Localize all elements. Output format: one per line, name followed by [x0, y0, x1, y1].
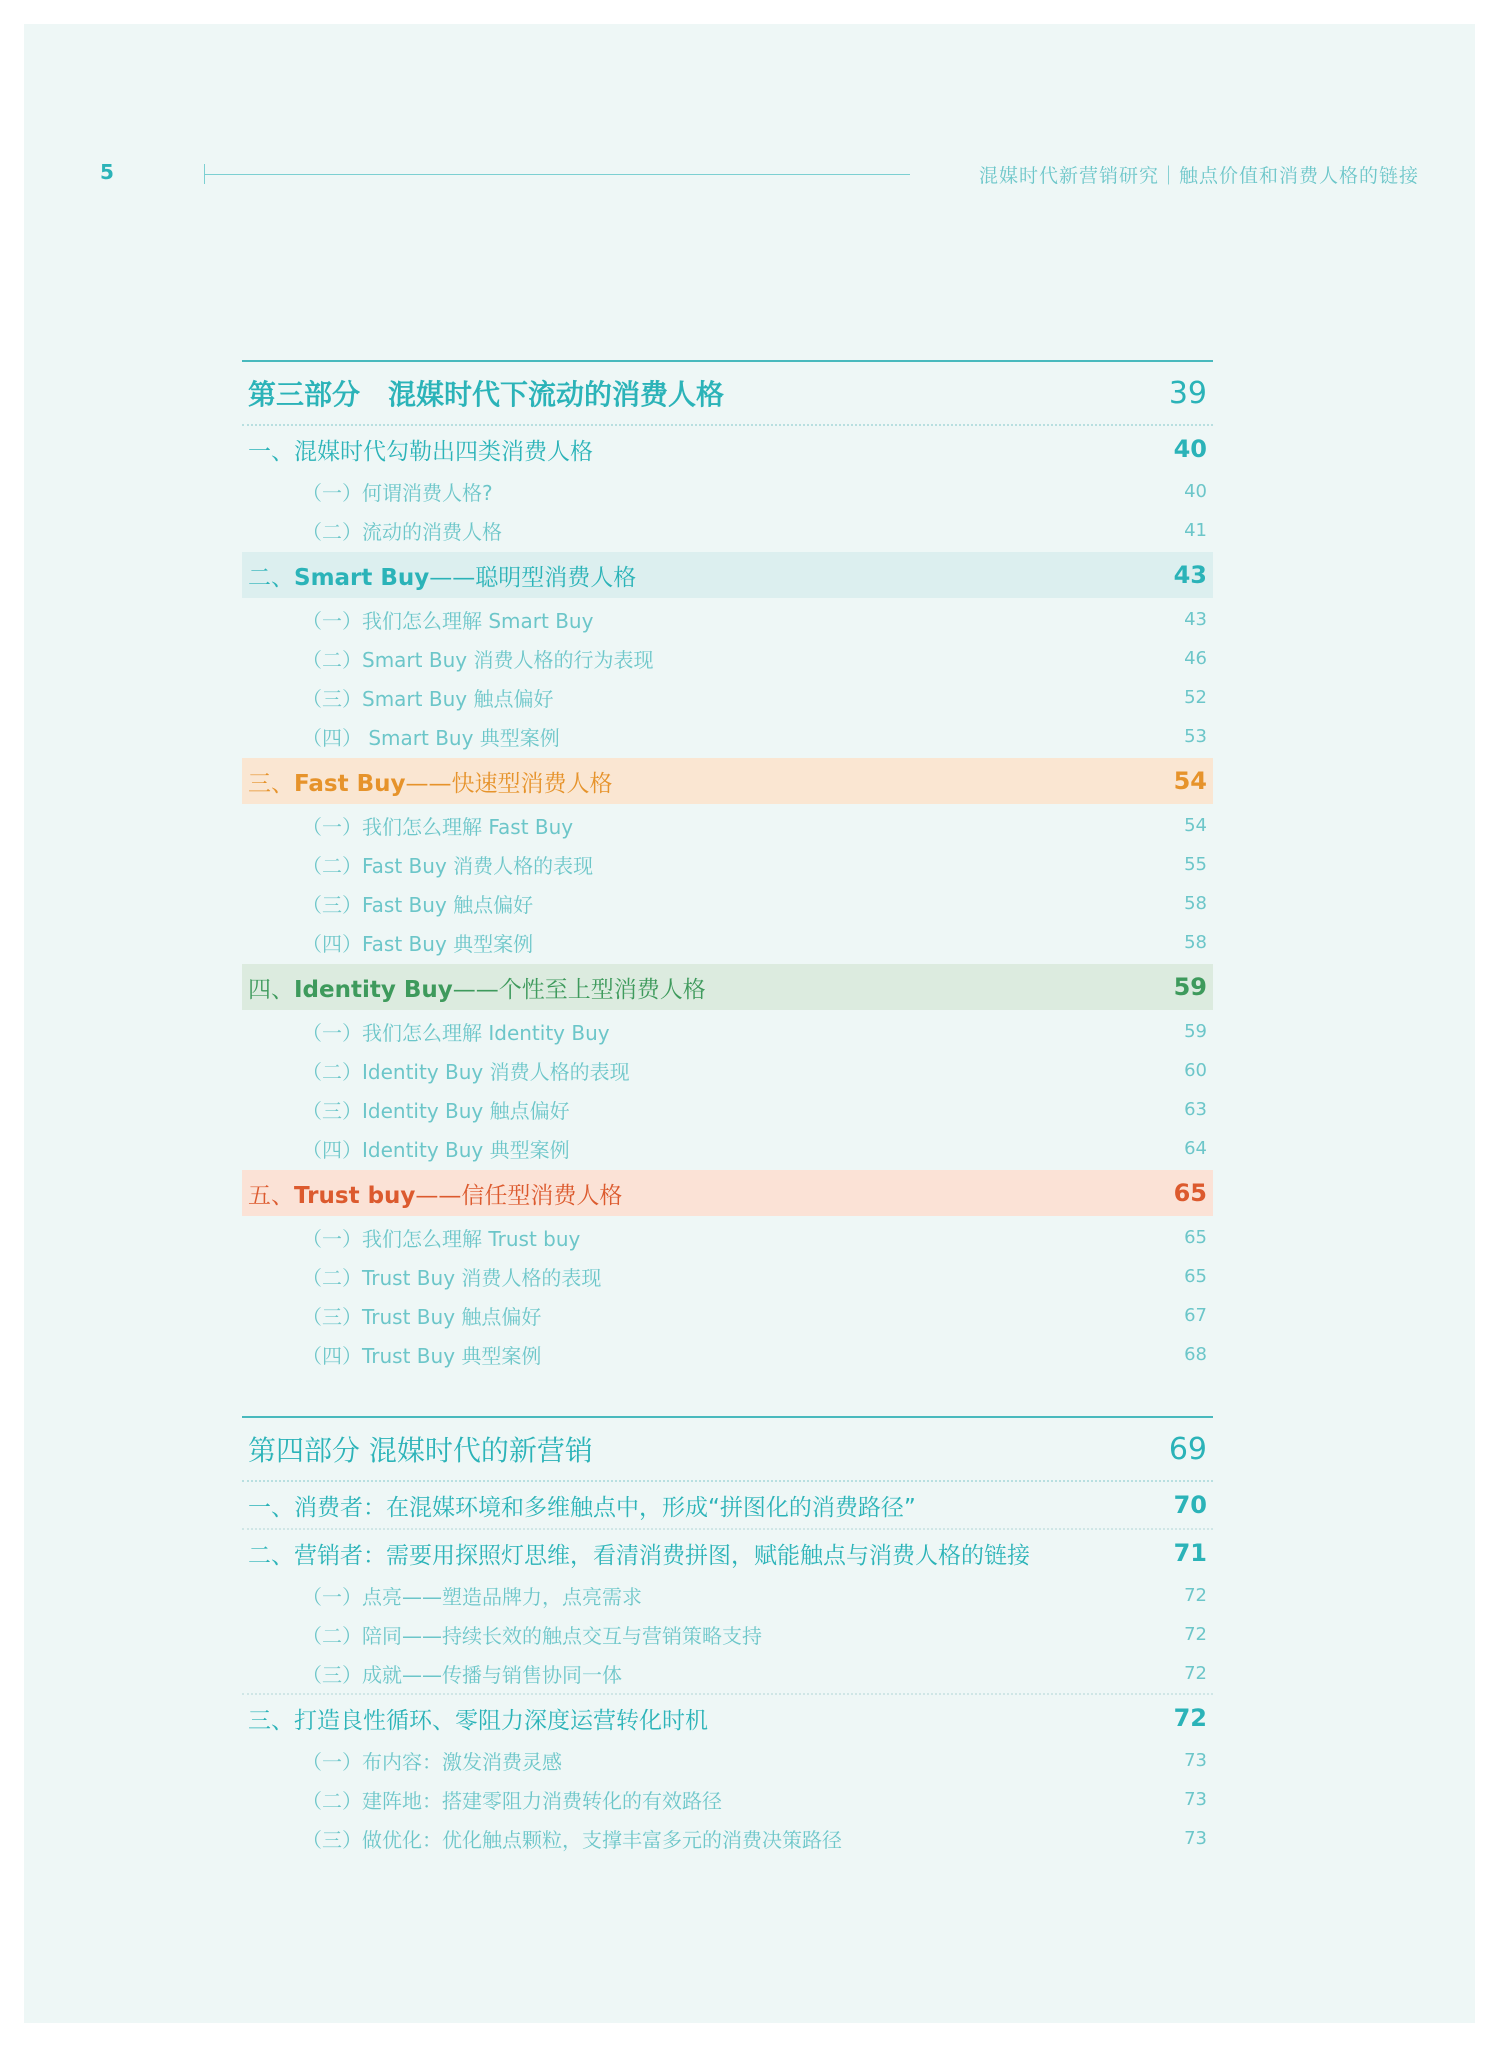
toc-item[interactable] — [242, 1296, 1213, 1335]
toc-page: 43 — [1184, 609, 1207, 630]
toc-page: 40 — [1173, 435, 1207, 463]
toc-page: 67 — [1184, 1305, 1207, 1326]
toc-item[interactable] — [242, 600, 1213, 639]
toc-item[interactable] — [242, 1257, 1213, 1296]
toc-item[interactable] — [242, 1576, 1213, 1615]
toc-section-identity-buy[interactable] — [242, 964, 1213, 1010]
toc-item-title: （二）流动的消费人格 — [302, 520, 502, 544]
toc-page: 73 — [1184, 1750, 1207, 1771]
toc-page: 41 — [1184, 520, 1207, 541]
toc-item[interactable] — [242, 806, 1213, 845]
toc-section[interactable] — [242, 1695, 1213, 1741]
toc-part-4[interactable] — [242, 1416, 1213, 1482]
toc-item[interactable] — [242, 1819, 1213, 1858]
toc-page: 70 — [1173, 1491, 1207, 1519]
toc-page: 54 — [1173, 767, 1207, 795]
toc-page: 59 — [1173, 973, 1207, 1001]
toc-page: 72 — [1184, 1585, 1207, 1606]
toc-item-title: （二）Identity Buy 消费人格的表现 — [302, 1060, 630, 1084]
toc-part-title: 第四部分 混媒时代的新营销 — [248, 1434, 593, 1467]
toc-page: 73 — [1184, 1789, 1207, 1810]
toc-item[interactable] — [242, 511, 1213, 550]
header-rule — [204, 174, 910, 175]
toc-page: 58 — [1184, 893, 1207, 914]
toc-page: 59 — [1184, 1021, 1207, 1042]
toc-section-title: 四、Identity Buy——个性至上型消费人格 — [248, 976, 706, 1003]
toc-item-title: （三）Identity Buy 触点偏好 — [302, 1099, 570, 1123]
toc-page: 68 — [1184, 1344, 1207, 1365]
toc-page: 46 — [1184, 648, 1207, 669]
toc-item-title: （三）Smart Buy 触点偏好 — [302, 687, 554, 711]
toc-page: 43 — [1173, 561, 1207, 589]
toc-item[interactable] — [242, 1012, 1213, 1051]
toc-page: 65 — [1173, 1179, 1207, 1207]
toc-page: 72 — [1184, 1624, 1207, 1645]
toc-page: 64 — [1184, 1138, 1207, 1159]
toc-item-title: （二）Fast Buy 消费人格的表现 — [302, 854, 594, 878]
toc-section[interactable] — [242, 1530, 1213, 1576]
toc-item-title: （一）何谓消费人格? — [302, 481, 493, 505]
toc-item-title: （三）成就——传播与销售协同一体 — [302, 1663, 622, 1687]
toc-item-title: （四）Trust Buy 典型案例 — [302, 1344, 542, 1368]
toc-page: 58 — [1184, 932, 1207, 953]
toc-item-title: （一）我们怎么理解 Smart Buy — [302, 609, 594, 633]
toc-item[interactable] — [242, 1335, 1213, 1374]
toc-part-title: 第三部分 混媒时代下流动的消费人格 — [248, 378, 725, 411]
toc-page: 53 — [1184, 726, 1207, 747]
toc-item[interactable] — [242, 1129, 1213, 1168]
toc-item-title: （一）我们怎么理解 Fast Buy — [302, 815, 574, 839]
toc-section-title: 一、混媒时代勾勒出四类消费人格 — [248, 438, 593, 465]
toc-section-trust-buy[interactable] — [242, 1170, 1213, 1216]
toc-item-title: （三）做优化：优化触点颗粒，支撑丰富多元的消费决策路径 — [302, 1828, 842, 1852]
toc-section-title: 一、消费者：在混媒环境和多维触点中，形成“拼图化的消费路径” — [248, 1494, 916, 1521]
toc-item[interactable] — [242, 1218, 1213, 1257]
toc-item-title: （三）Trust Buy 触点偏好 — [302, 1305, 542, 1329]
toc-section[interactable] — [242, 1482, 1213, 1530]
toc-page: 73 — [1184, 1828, 1207, 1849]
toc-page: 39 — [1168, 375, 1207, 411]
toc-item-title: （四） Smart Buy 典型案例 — [302, 726, 560, 750]
toc-item-title: （四）Identity Buy 典型案例 — [302, 1138, 570, 1162]
toc-page: 65 — [1184, 1266, 1207, 1287]
toc-section-fast-buy[interactable] — [242, 758, 1213, 804]
running-title: 混媒时代新营销研究｜触点价值和消费人格的链接 — [978, 165, 1419, 187]
toc-page: 72 — [1184, 1663, 1207, 1684]
toc-item[interactable] — [242, 1654, 1213, 1695]
toc-item[interactable] — [242, 1615, 1213, 1654]
toc-item-title: （一）我们怎么理解 Trust buy — [302, 1227, 581, 1251]
toc-section[interactable] — [242, 426, 1213, 472]
page-number: 5 — [100, 160, 114, 184]
toc-page: 40 — [1184, 481, 1207, 502]
toc-item[interactable] — [242, 678, 1213, 717]
toc-section-title: 五、Trust buy——信任型消费人格 — [248, 1182, 623, 1209]
toc-section-smart-buy[interactable] — [242, 552, 1213, 598]
toc-page: 60 — [1184, 1060, 1207, 1081]
toc-page: 63 — [1184, 1099, 1207, 1120]
toc-item[interactable] — [242, 923, 1213, 962]
toc-item-title: （一）点亮——塑造品牌力，点亮需求 — [302, 1585, 642, 1609]
toc-item-title: （一）布内容：激发消费灵感 — [302, 1750, 562, 1774]
toc-item-title: （二）陪同——持续长效的触点交互与营销策略支持 — [302, 1624, 762, 1648]
toc-section-title: 二、Smart Buy——聪明型消费人格 — [248, 564, 637, 591]
toc-page: 54 — [1184, 815, 1207, 836]
toc-item[interactable] — [242, 639, 1213, 678]
toc-item-title: （二）Smart Buy 消费人格的行为表现 — [302, 648, 654, 672]
toc-section-title: 三、Fast Buy——快速型消费人格 — [248, 770, 613, 797]
table-of-contents — [242, 360, 1213, 1858]
toc-page: 55 — [1184, 854, 1207, 875]
toc-item-title: （三）Fast Buy 触点偏好 — [302, 893, 534, 917]
toc-page: 71 — [1173, 1539, 1207, 1567]
toc-item[interactable] — [242, 472, 1213, 511]
toc-item[interactable] — [242, 1741, 1213, 1780]
document-page — [24, 24, 1475, 2023]
toc-item-title: （二）建阵地：搭建零阻力消费转化的有效路径 — [302, 1789, 722, 1813]
toc-item[interactable] — [242, 717, 1213, 756]
toc-section-title: 二、营销者：需要用探照灯思维，看清消费拼图，赋能触点与消费人格的链接 — [248, 1542, 1030, 1569]
toc-item[interactable] — [242, 884, 1213, 923]
toc-page: 69 — [1168, 1431, 1207, 1467]
toc-item-title: （四）Fast Buy 典型案例 — [302, 932, 534, 956]
toc-page: 65 — [1184, 1227, 1207, 1248]
toc-item[interactable] — [242, 1051, 1213, 1090]
toc-section-title: 三、打造良性循环、零阻力深度运营转化时机 — [248, 1707, 708, 1734]
toc-item[interactable] — [242, 1090, 1213, 1129]
toc-part-3[interactable] — [242, 360, 1213, 426]
toc-page: 52 — [1184, 687, 1207, 708]
toc-item-title: （二）Trust Buy 消费人格的表现 — [302, 1266, 602, 1290]
toc-page: 72 — [1173, 1704, 1207, 1732]
toc-item[interactable] — [242, 845, 1213, 884]
toc-item-title: （一）我们怎么理解 Identity Buy — [302, 1021, 610, 1045]
toc-item[interactable] — [242, 1780, 1213, 1819]
